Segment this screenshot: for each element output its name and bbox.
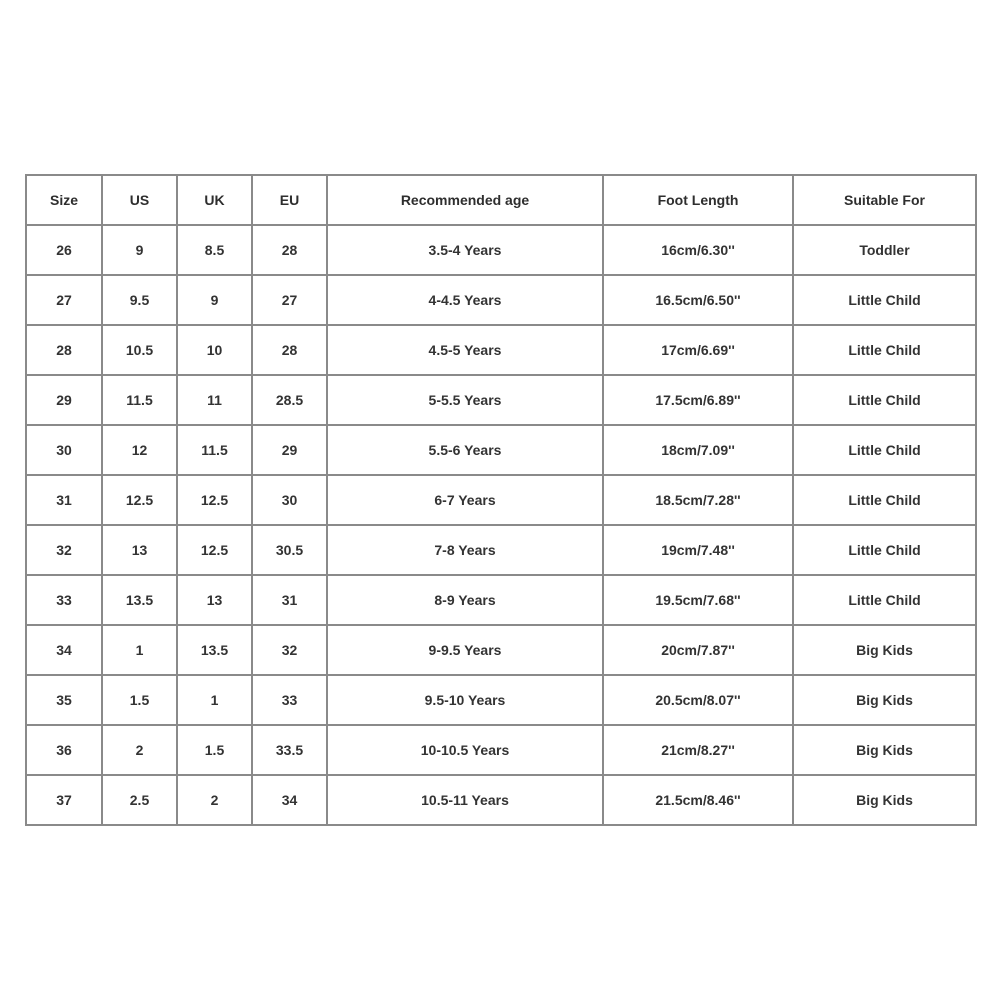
cell-foot-length: 17.5cm/6.89'' <box>603 375 793 425</box>
cell-suitable-for: Little Child <box>793 375 976 425</box>
cell-uk: 10 <box>177 325 252 375</box>
cell-size: 26 <box>26 225 102 275</box>
cell-foot-length: 21.5cm/8.46'' <box>603 775 793 825</box>
cell-eu: 30 <box>252 475 327 525</box>
cell-eu: 33 <box>252 675 327 725</box>
cell-uk: 8.5 <box>177 225 252 275</box>
cell-uk: 1.5 <box>177 725 252 775</box>
cell-size: 34 <box>26 625 102 675</box>
header-suitable-for: Suitable For <box>793 175 976 225</box>
cell-recommended-age: 4.5-5 Years <box>327 325 603 375</box>
cell-size: 37 <box>26 775 102 825</box>
cell-us: 11.5 <box>102 375 177 425</box>
cell-eu: 28.5 <box>252 375 327 425</box>
cell-uk: 12.5 <box>177 525 252 575</box>
cell-us: 13.5 <box>102 575 177 625</box>
cell-size: 35 <box>26 675 102 725</box>
cell-us: 12 <box>102 425 177 475</box>
cell-suitable-for: Little Child <box>793 475 976 525</box>
cell-size: 33 <box>26 575 102 625</box>
cell-suitable-for: Toddler <box>793 225 976 275</box>
cell-uk: 2 <box>177 775 252 825</box>
cell-size: 28 <box>26 325 102 375</box>
cell-suitable-for: Big Kids <box>793 775 976 825</box>
cell-foot-length: 18cm/7.09'' <box>603 425 793 475</box>
cell-foot-length: 18.5cm/7.28'' <box>603 475 793 525</box>
cell-size: 32 <box>26 525 102 575</box>
cell-eu: 32 <box>252 625 327 675</box>
cell-foot-length: 19cm/7.48'' <box>603 525 793 575</box>
table-row <box>26 725 976 775</box>
cell-recommended-age: 6-7 Years <box>327 475 603 525</box>
cell-eu: 28 <box>252 225 327 275</box>
cell-eu: 31 <box>252 575 327 625</box>
table-row <box>26 775 976 825</box>
cell-foot-length: 20cm/7.87'' <box>603 625 793 675</box>
cell-foot-length: 17cm/6.69'' <box>603 325 793 375</box>
cell-size: 30 <box>26 425 102 475</box>
cell-size: 27 <box>26 275 102 325</box>
table-row <box>26 275 976 325</box>
cell-size: 31 <box>26 475 102 525</box>
table-row <box>26 675 976 725</box>
cell-suitable-for: Little Child <box>793 325 976 375</box>
header-foot-length: Foot Length <box>603 175 793 225</box>
cell-uk: 12.5 <box>177 475 252 525</box>
header-uk: UK <box>177 175 252 225</box>
cell-us: 1 <box>102 625 177 675</box>
cell-uk: 1 <box>177 675 252 725</box>
header-eu: EU <box>252 175 327 225</box>
table-row <box>26 525 976 575</box>
cell-us: 12.5 <box>102 475 177 525</box>
cell-suitable-for: Little Child <box>793 525 976 575</box>
cell-recommended-age: 10.5-11 Years <box>327 775 603 825</box>
cell-recommended-age: 5-5.5 Years <box>327 375 603 425</box>
cell-us: 9.5 <box>102 275 177 325</box>
cell-foot-length: 16.5cm/6.50'' <box>603 275 793 325</box>
cell-us: 9 <box>102 225 177 275</box>
table-row <box>26 375 976 425</box>
cell-uk: 13 <box>177 575 252 625</box>
cell-foot-length: 16cm/6.30'' <box>603 225 793 275</box>
cell-eu: 27 <box>252 275 327 325</box>
cell-eu: 28 <box>252 325 327 375</box>
cell-suitable-for: Little Child <box>793 425 976 475</box>
cell-eu: 29 <box>252 425 327 475</box>
header-recommended-age: Recommended age <box>327 175 603 225</box>
cell-recommended-age: 3.5-4 Years <box>327 225 603 275</box>
cell-recommended-age: 8-9 Years <box>327 575 603 625</box>
table-row <box>26 625 976 675</box>
header-us: US <box>102 175 177 225</box>
cell-suitable-for: Little Child <box>793 275 976 325</box>
table-row <box>26 475 976 525</box>
table-row <box>26 225 976 275</box>
cell-us: 2 <box>102 725 177 775</box>
cell-uk: 13.5 <box>177 625 252 675</box>
cell-us: 1.5 <box>102 675 177 725</box>
cell-foot-length: 21cm/8.27'' <box>603 725 793 775</box>
cell-recommended-age: 7-8 Years <box>327 525 603 575</box>
cell-foot-length: 20.5cm/8.07'' <box>603 675 793 725</box>
cell-eu: 30.5 <box>252 525 327 575</box>
cell-uk: 11 <box>177 375 252 425</box>
cell-recommended-age: 9.5-10 Years <box>327 675 603 725</box>
cell-uk: 9 <box>177 275 252 325</box>
cell-suitable-for: Big Kids <box>793 725 976 775</box>
cell-size: 29 <box>26 375 102 425</box>
cell-us: 2.5 <box>102 775 177 825</box>
table-row <box>26 325 976 375</box>
header-row <box>26 175 976 225</box>
cell-suitable-for: Big Kids <box>793 625 976 675</box>
cell-eu: 33.5 <box>252 725 327 775</box>
cell-suitable-for: Big Kids <box>793 675 976 725</box>
cell-recommended-age: 4-4.5 Years <box>327 275 603 325</box>
table-row <box>26 425 976 475</box>
cell-recommended-age: 9-9.5 Years <box>327 625 603 675</box>
cell-eu: 34 <box>252 775 327 825</box>
cell-suitable-for: Little Child <box>793 575 976 625</box>
cell-foot-length: 19.5cm/7.68'' <box>603 575 793 625</box>
cell-recommended-age: 5.5-6 Years <box>327 425 603 475</box>
cell-uk: 11.5 <box>177 425 252 475</box>
table-row <box>26 575 976 625</box>
cell-recommended-age: 10-10.5 Years <box>327 725 603 775</box>
cell-us: 10.5 <box>102 325 177 375</box>
header-size: Size <box>26 175 102 225</box>
size-chart-table <box>25 174 977 826</box>
cell-size: 36 <box>26 725 102 775</box>
cell-us: 13 <box>102 525 177 575</box>
